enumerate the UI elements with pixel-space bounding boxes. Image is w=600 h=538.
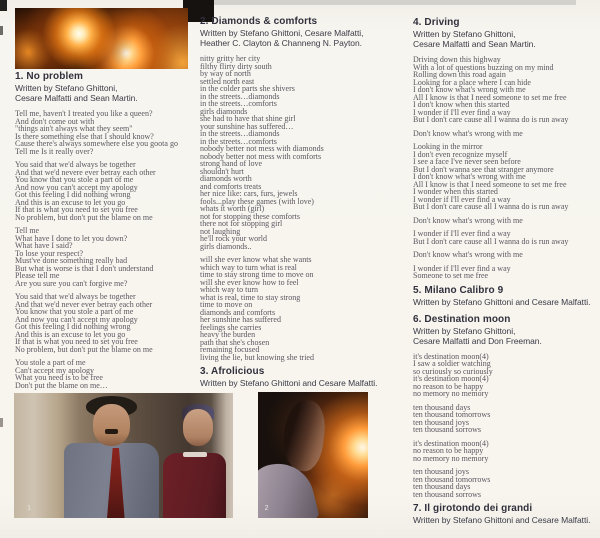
lyric-line: settled north east xyxy=(200,76,255,86)
band-members-photo xyxy=(14,393,233,518)
lyric-line: no reason to be happy xyxy=(413,446,484,455)
lyric-line: ten thousand tomorrows xyxy=(413,474,491,484)
lyric-line: Got this feeling I did nothing wrong xyxy=(15,190,131,199)
lyric-line: no memory no memory xyxy=(413,389,489,398)
lyric-line: Don't know what's wrong with me xyxy=(413,128,523,138)
lyric-line: girls diamonds.. xyxy=(200,241,252,251)
lyric-line: Don't know what's wrong with me xyxy=(413,250,523,259)
lyric-line: I wonder when this started xyxy=(413,187,498,196)
song-credits xyxy=(200,28,396,48)
credit-line: Written by Stefano Ghittoni, xyxy=(413,29,516,39)
lyric-line: What have I said? xyxy=(15,241,73,250)
lyric-line: her sunshine has suffered xyxy=(200,315,281,324)
scan-edge-mark xyxy=(0,418,3,427)
song-title: 5. Milano Calibro 9 xyxy=(413,284,504,296)
lyric-stanza xyxy=(15,293,201,353)
lyric-line: path that she's chosen xyxy=(200,337,270,347)
song-credits xyxy=(413,515,599,525)
lyric-line: I don't know when this started xyxy=(413,100,510,109)
lyric-line: Don't know what's wrong with me xyxy=(413,215,523,225)
lyric-line: If that is what you need to set you free xyxy=(15,337,138,346)
song-title: 6. Destination moon xyxy=(413,313,511,325)
lyric-line: time to stay strong time to move on xyxy=(200,270,314,279)
lyric-stanza xyxy=(200,55,396,250)
lyric-line: I wonder if I'll ever find a way xyxy=(413,229,511,238)
lyric-line: in the streets…comforts xyxy=(200,136,277,146)
column-left xyxy=(15,71,201,389)
lyric-line: diamonds worth xyxy=(200,174,252,183)
lyric-line: remaining focused xyxy=(200,345,260,354)
credit-line: Cesare Malfatti and Sean Martin. xyxy=(413,39,536,49)
lyric-line: I see a face I've never seen before xyxy=(413,157,521,166)
man-two-face xyxy=(183,409,214,445)
lyric-line: ten thousand days xyxy=(413,402,471,412)
credit-line: Written by Stefano Ghittoni and Cesare Malfatti. xyxy=(413,296,591,307)
song-credits xyxy=(413,29,599,49)
lyric-line: And don't come out with xyxy=(15,116,95,126)
lyric-line: I don't even recognize myself xyxy=(413,149,508,159)
lyric-line: her nice like: cars, furs, jewels xyxy=(200,189,298,198)
song-title: 1. No problem xyxy=(15,71,83,82)
lyric-line: it's destination moon(4) xyxy=(413,438,489,448)
credit-line: Written by Stefano Ghittoni, Cesare Malfatti, xyxy=(200,28,364,38)
song-block-driving xyxy=(413,17,599,280)
lyric-stanza xyxy=(15,110,201,155)
credit-line: Written by Stefano Ghittoni, xyxy=(413,325,516,336)
lyric-line: feelings she carries xyxy=(200,322,262,332)
lyric-line: it's destination moon(4) xyxy=(413,374,489,383)
lyric-line: living the lie, but knowing she tried xyxy=(200,352,314,362)
lyric-stanza xyxy=(413,56,599,124)
lyric-line: ten thousand sorrows xyxy=(413,489,481,499)
lyric-line: Looking for a place where I can hide xyxy=(413,77,531,87)
song-title: 3. Afrolicious xyxy=(200,366,265,377)
lyric-line: your sunshine has suffered… xyxy=(200,121,294,131)
credit-line: Written by Stefano Ghittoni and Cesare Malfatti. xyxy=(413,515,591,525)
lyric-stanza xyxy=(413,353,599,398)
lyric-line: in the colder parts she shivers xyxy=(200,84,295,93)
lyric-line: fools...play these games (with love) xyxy=(200,196,314,206)
lyric-stanza xyxy=(413,265,599,280)
lyric-stanza xyxy=(15,227,201,287)
lyric-line: it's destination moon(4) xyxy=(413,351,489,361)
song-credits xyxy=(15,83,201,103)
lyric-line: girls diamonds xyxy=(200,106,248,116)
song-lyrics xyxy=(413,56,599,280)
lyric-line: no reason to be happy xyxy=(413,381,484,391)
lyric-line: Rolling down this road again xyxy=(413,70,506,79)
lyric-line: You said that we'd always be together xyxy=(15,292,136,301)
lyric-line: Tell me, haven't I treated you like a queen? xyxy=(15,109,153,118)
lyric-line: If that is what you need to set you free xyxy=(15,205,138,214)
lyric-line: and comforts treats xyxy=(200,181,262,191)
lyric-line: in the streets…comforts xyxy=(200,99,277,108)
credit-line: Cesare Malfatti and Don Freeman. xyxy=(413,335,542,346)
man-red-sweater xyxy=(163,453,227,518)
lyric-line: I wonder if I'll ever find a way xyxy=(413,194,511,204)
scan-top-strip xyxy=(214,0,576,5)
lyric-line: whats it worth (girl) xyxy=(200,204,265,213)
lyric-line: heavy the burden xyxy=(200,330,256,339)
lyric-line: nobody better not mess with diamonds xyxy=(200,144,324,153)
lyric-line: Don't put the blame on me… xyxy=(15,380,108,390)
lyric-line: time to move on xyxy=(200,300,253,309)
lyric-line: I wonder if I'll ever find a way xyxy=(413,263,511,273)
lyric-line: nobody better not mess with comforts xyxy=(200,151,322,161)
lyric-line: she had to have that shine girl xyxy=(200,114,296,123)
lyric-line: nitty gritty her city xyxy=(200,54,261,63)
lyric-line: will she ever know what she wants xyxy=(200,255,312,264)
lyric-stanza xyxy=(15,359,201,389)
lyric-line: Are you sure you can't forgive me? xyxy=(15,278,128,288)
lyric-stanza xyxy=(413,251,599,259)
lyric-line: strong hand of love xyxy=(200,159,262,168)
lyric-line: Someone to set me free xyxy=(413,271,489,280)
lyric-line: And now you can't accept my apology xyxy=(15,182,138,192)
lyric-line: And this is an excuse to let you go xyxy=(15,329,126,339)
lyric-line: You know that you stole a part of me xyxy=(15,307,134,316)
lyric-line: No problem, but don't put the blame on me xyxy=(15,344,153,354)
lyric-line: not laughing xyxy=(200,226,241,236)
mustache xyxy=(105,429,118,434)
lyric-stanza xyxy=(200,256,396,361)
song-credits xyxy=(413,297,599,307)
lyric-line: filthy flirty dirty south xyxy=(200,61,272,71)
bonfire-photo xyxy=(15,8,188,69)
lyric-line: what is real, time to stay strong xyxy=(200,292,301,302)
lyric-line: ten thousand tomorrows xyxy=(413,410,491,419)
lyric-line: in the streets…diamonds xyxy=(200,91,280,101)
lyric-line: All I know is that I need someone to set me free xyxy=(413,179,567,189)
song-credits xyxy=(413,326,599,346)
credit-line: Written by Stefano Ghittoni and Cesare Malfatti. xyxy=(200,378,378,388)
lyric-line: And this is an excuse to let you go xyxy=(15,197,126,207)
lyric-line: ten thousand sorrows xyxy=(413,425,481,434)
lyric-line: Tell me xyxy=(15,226,40,235)
scan-corner-mark xyxy=(0,0,7,11)
lyric-line: I don't know what's wrong with me xyxy=(413,85,526,94)
lyric-line: which way to turn xyxy=(200,285,258,294)
song-lyrics xyxy=(413,353,599,499)
lyric-line: Can't accept my apology xyxy=(15,365,94,375)
song-block-afrolicious xyxy=(200,366,396,388)
lyric-line: ten thousand joys xyxy=(413,467,469,476)
lyric-stanza xyxy=(413,217,599,225)
lyric-line: I saw a soldier watching xyxy=(413,359,491,368)
lyric-line: What have I done to let you down? xyxy=(15,233,128,243)
lyric-line: But I don't care cause all I wanna do is run away xyxy=(413,236,569,246)
lyric-line: But I don't wanna see that stranger anymore xyxy=(413,164,554,174)
lyric-line: no memory no memory xyxy=(413,453,489,463)
lyric-line: will she ever know how to feel xyxy=(200,277,299,287)
lyric-line: not for stopping these comforts xyxy=(200,211,300,221)
lyric-line: Is there something else that I should know? xyxy=(15,131,154,141)
lyric-line: Tell me Is it really over? xyxy=(15,146,94,156)
lyric-line: "things ain't always what they seem" xyxy=(15,124,133,133)
lyric-stanza xyxy=(413,404,599,434)
portrait-fire-photo xyxy=(258,392,368,518)
lyric-line: ten thousand days xyxy=(413,482,471,491)
song-block-destination-moon xyxy=(413,314,599,499)
lyric-line: diamonds and comforts xyxy=(200,307,276,317)
column-middle xyxy=(200,16,396,395)
lyric-line: he'll rock your world xyxy=(200,234,267,243)
lyric-line: Cause there's always somewhere else you goota go xyxy=(15,139,178,148)
lyric-line: But I don't care cause all I wanna do is run away xyxy=(413,202,569,211)
scan-edge-mark xyxy=(0,26,3,35)
credit-line: Written by Stefano Ghittoni, xyxy=(15,83,118,93)
lyric-line: To lose your respect? xyxy=(15,248,84,258)
man-one-face xyxy=(93,404,130,445)
lyric-line: shouldn't hurt xyxy=(200,166,244,176)
song-block-diamonds-and-comforts xyxy=(200,16,396,361)
credit-line: Heather C. Clayton & Channeng N. Payton. xyxy=(200,38,362,48)
lyric-line: so curiously so curiously xyxy=(413,366,493,376)
profile-face xyxy=(280,397,328,472)
lyric-line: Please tell me xyxy=(15,271,60,280)
song-block-milano-calibro-9 xyxy=(413,285,599,307)
credit-line: Cesare Malfatti and Sean Martin. xyxy=(15,93,138,103)
lyric-line: in the streets…diamonds xyxy=(200,129,280,138)
lyric-line: Must've done something really bad xyxy=(15,256,128,265)
lyric-line: there not for stopping girl xyxy=(200,219,283,228)
lyric-line: Got this feeling I did nothing wrong xyxy=(15,322,131,331)
song-title: 2. Diamonds & comforts xyxy=(200,16,318,27)
lyric-line: All I know is that I need someone to set me free xyxy=(413,92,567,102)
lyric-line: Looking in the mirror xyxy=(413,142,483,151)
lyric-line: And now you can't accept my apology xyxy=(15,314,138,324)
photo-number-label: 1 xyxy=(27,504,32,512)
lyric-line: But I don't care cause all I wanna do is run away xyxy=(413,115,569,124)
lyric-line: I wonder if I'll ever find a way xyxy=(413,107,511,117)
lyric-stanza xyxy=(413,130,599,138)
lyric-line: And that we'd nevere ever betray each other xyxy=(15,167,156,177)
lyric-line: by way of north xyxy=(200,69,251,78)
song-block-no-problem xyxy=(15,71,201,389)
lyric-line: I don't know what's wrong with me xyxy=(413,172,526,181)
lyric-line: No problem, but don't put the blame on me xyxy=(15,212,153,222)
song-lyrics xyxy=(200,55,396,361)
lyric-line: You said that we'd always be together xyxy=(15,160,136,169)
lyric-stanza xyxy=(413,440,599,463)
photo-number-label: 2 xyxy=(264,504,269,512)
lyric-stanza xyxy=(413,143,599,211)
lyric-line: which way to turn what is real xyxy=(200,262,297,272)
column-right xyxy=(413,17,599,532)
lyric-stanza xyxy=(413,468,599,498)
lyric-line: You stole a part of me xyxy=(15,358,86,367)
lyric-line: ten thousand joys xyxy=(413,417,469,427)
song-block-il-girotondo-dei-grandi xyxy=(413,503,599,525)
song-lyrics xyxy=(15,110,201,389)
white-collar xyxy=(183,452,207,457)
lyric-line: But what is worse is that I don't understand xyxy=(15,263,154,273)
lyric-stanza xyxy=(413,230,599,245)
lyric-stanza xyxy=(15,161,201,221)
lyric-line: And that we'd never ever betray each other xyxy=(15,299,153,309)
song-title: 4. Driving xyxy=(413,17,460,28)
lyric-line: You know that you stole a part of me xyxy=(15,175,134,184)
lyric-line: Driving down this highway xyxy=(413,55,501,64)
lyric-line: What you need is to be free xyxy=(15,373,103,382)
lyric-line: With a lot of questions buzzing on my mind xyxy=(413,62,554,72)
song-title: 7. Il girotondo dei grandi xyxy=(413,503,533,514)
song-credits xyxy=(200,378,396,388)
